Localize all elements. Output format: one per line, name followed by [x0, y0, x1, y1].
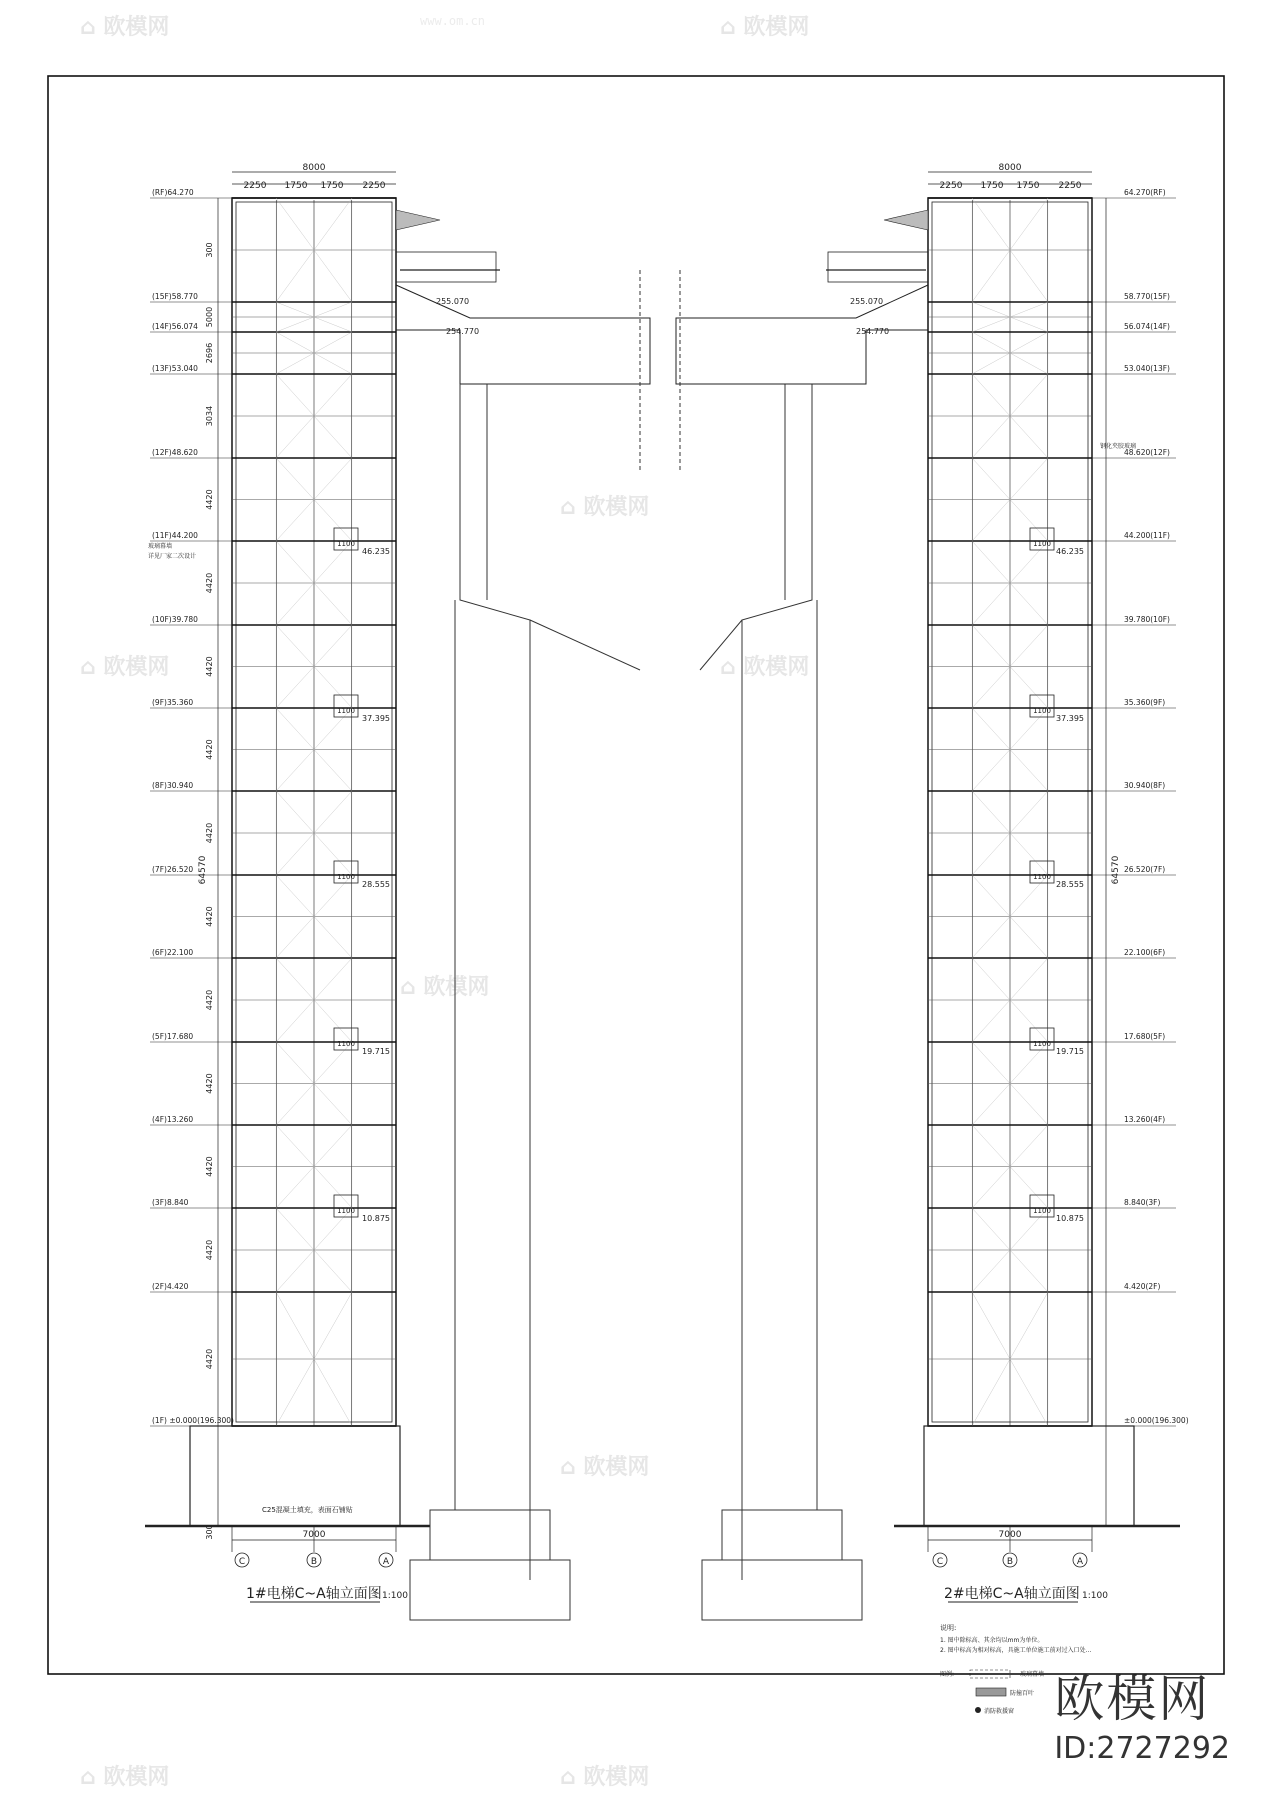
window-dim: 1100	[1033, 1040, 1051, 1048]
left-bottom-dim: 7000	[302, 1530, 326, 1540]
right-scale: 1:100	[1082, 1591, 1108, 1601]
axis-label-c: C	[936, 1557, 944, 1567]
right-level-label: 39.780(10F)	[1124, 615, 1170, 624]
left-story-dim: 4420	[205, 989, 214, 1011]
left-story-dim: 3034	[205, 405, 214, 427]
axis-label-c: C	[238, 1557, 246, 1567]
left-scale: 1:100	[382, 1591, 408, 1601]
right-sill-label: 46.235	[1056, 547, 1084, 556]
right-tower	[676, 198, 1180, 1526]
left-title: 1#电梯C~A轴立面图	[246, 1586, 382, 1602]
left-story-dim: 2696	[205, 342, 214, 364]
left-story-dim: 4420	[205, 822, 214, 844]
watermark-logo: ⌂ 欧模网	[80, 1765, 170, 1790]
left-level-label: (RF)64.270	[152, 188, 194, 197]
left-tower	[145, 198, 650, 1526]
window-dim: 1100	[337, 707, 355, 715]
left-sill-label: 46.235	[362, 547, 390, 556]
left-bridge-label: 255.070	[436, 297, 470, 306]
watermark-logo: ⌂ 欧模网	[80, 15, 170, 40]
left-level-label: (3F)8.840	[152, 1198, 189, 1207]
left-top-dim: 8000	[302, 163, 326, 173]
watermark-text: 欧模网	[743, 655, 810, 680]
right-level-label: 53.040(13F)	[1124, 364, 1170, 373]
left-story-dim: 4420	[205, 906, 214, 927]
watermark-logo: ⌂ 欧模网	[400, 975, 490, 1000]
left-note-glass2: 详见厂家二次设计	[148, 553, 197, 560]
window-dim: 1100	[1033, 1207, 1051, 1215]
right-bay-dim: 2250	[939, 181, 963, 191]
right-level-label: 35.360(9F)	[1124, 698, 1166, 707]
left-level-label: (10F)39.780	[152, 615, 198, 624]
right-level-label: 48.620(12F)	[1124, 448, 1170, 457]
right-bay-dim: 1750	[980, 181, 1004, 191]
notes-heading: 说明:	[940, 1624, 957, 1632]
left-bridge-label: 254.770	[446, 327, 480, 336]
left-story-dim: 300	[205, 242, 214, 258]
watermark-logo: ⌂ 欧模网	[560, 1455, 650, 1480]
right-level-label: ±0.000(196.300)	[1124, 1416, 1189, 1425]
watermark-text: 欧模网	[743, 15, 810, 40]
notes-legend1: 玻璃幕墙	[1020, 1671, 1045, 1678]
right-level-label: 8.840(3F)	[1124, 1198, 1161, 1207]
left-bay-dim: 2250	[243, 181, 267, 191]
left-story-dim: 5000	[205, 306, 214, 328]
left-level-label: (2F)4.420	[152, 1282, 189, 1291]
watermark-text: 欧模网	[583, 495, 650, 520]
left-story-dim: 4420	[205, 1239, 214, 1261]
watermark-logo: ⌂ 欧模网	[560, 1765, 650, 1790]
left-level-label: (1F) ±0.000(196.300)	[152, 1416, 234, 1425]
left-level-label: (6F)22.100	[152, 948, 194, 957]
watermark-text: 欧模网	[583, 1765, 650, 1790]
watermark-text: 欧模网	[103, 655, 170, 680]
watermark-logo: ⌂ 欧模网	[720, 15, 810, 40]
left-story-dim: 4420	[205, 739, 214, 760]
right-note-steel: 钢化夹胶玻璃	[1100, 443, 1137, 450]
right-level-label: 13.260(4F)	[1124, 1115, 1166, 1124]
left-story-dim: 4420	[205, 572, 214, 594]
right-sill-label: 10.875	[1056, 1214, 1084, 1223]
drawing-id: ID:2727292	[1054, 1731, 1230, 1766]
left-level-label: (8F)30.940	[152, 781, 194, 790]
axis-bubbles	[235, 1553, 1087, 1567]
right-total-height: 64570	[1111, 855, 1121, 885]
left-bay-dim: 1750	[320, 181, 344, 191]
left-story-dim: 4420	[205, 1156, 214, 1177]
right-bridge-label: 255.070	[850, 297, 884, 306]
left-sill-label: 19.715	[362, 1047, 390, 1056]
watermark-text: 欧模网	[103, 15, 170, 40]
brand-name: 欧模网	[1054, 1670, 1211, 1728]
left-total-height: 64570	[198, 855, 208, 885]
right-bridge-label: 254.770	[856, 327, 890, 336]
right-level-label: 22.100(6F)	[1124, 948, 1166, 957]
left-bay-dim: 1750	[284, 181, 308, 191]
right-title: 2#电梯C~A轴立面图	[944, 1586, 1080, 1602]
right-level-label: 17.680(5F)	[1124, 1032, 1166, 1041]
left-story-dim: 4420	[205, 1073, 214, 1094]
axis-label-b: B	[1006, 1557, 1014, 1567]
window-dim: 1100	[1033, 540, 1051, 548]
central-piers	[410, 270, 862, 1620]
right-top-dim: 8000	[998, 163, 1022, 173]
watermark-logo: ⌂ 欧模网	[80, 655, 170, 680]
left-level-label: (12F)48.620	[152, 448, 198, 457]
right-sill-label: 19.715	[1056, 1047, 1084, 1056]
window-dim: 1100	[337, 1207, 355, 1215]
left-level-label: (9F)35.360	[152, 698, 194, 707]
right-level-label: 26.520(7F)	[1124, 865, 1166, 874]
left-sill-label: 10.875	[362, 1214, 390, 1223]
notes-legend3: 消防救援窗	[984, 1708, 1015, 1715]
axis-label-a: A	[1076, 1557, 1084, 1567]
left-level-label: (7F)26.520	[152, 865, 194, 874]
brand-block	[1054, 1659, 1230, 1766]
left-note-glass: 玻璃幕墙	[148, 543, 173, 550]
right-level-label: 58.770(15F)	[1124, 292, 1170, 301]
right-level-label: 44.200(11F)	[1124, 531, 1170, 540]
watermark-site: www.om.cn	[420, 14, 486, 28]
right-level-label: 56.074(14F)	[1124, 322, 1170, 331]
left-sill-label: 37.395	[362, 714, 390, 723]
notes-legend-label: 图例:	[940, 1671, 955, 1678]
left-story-dim: 4420	[205, 489, 214, 510]
left-story-dim: 4420	[205, 1348, 214, 1370]
right-sill-label: 37.395	[1056, 714, 1084, 723]
window-dim: 1100	[1033, 873, 1051, 881]
notes-line2: 2. 图中标高为相对标高，具施工单位施工前对过入口处...	[940, 1647, 1092, 1654]
right-bay-dim: 2250	[1058, 181, 1082, 191]
left-story-dim: 300	[205, 1524, 214, 1540]
watermark-text: 欧模网	[423, 975, 490, 1000]
watermark-logo: ⌂ 欧模网	[560, 495, 650, 520]
window-dim: 1100	[337, 873, 355, 881]
dimension-lines	[218, 172, 1106, 1602]
watermark-text: 欧模网	[583, 1455, 650, 1480]
left-level-label: (13F)53.040	[152, 364, 198, 373]
left-level-label: (5F)17.680	[152, 1032, 194, 1041]
right-level-label: 30.940(8F)	[1124, 781, 1166, 790]
right-level-label: 4.420(2F)	[1124, 1282, 1161, 1291]
axis-label-b: B	[310, 1557, 318, 1567]
axis-label-a: A	[382, 1557, 390, 1567]
left-level-label: (15F)58.770	[152, 292, 198, 301]
right-bay-dim: 1750	[1016, 181, 1040, 191]
right-sill-label: 28.555	[1056, 880, 1084, 889]
left-note-base: C25混凝土填充，表面石铺贴	[262, 1506, 353, 1514]
left-story-dim: 4420	[205, 656, 214, 677]
watermark-text: 欧模网	[103, 1765, 170, 1790]
window-dim: 1100	[1033, 707, 1051, 715]
left-level-label: (4F)13.260	[152, 1115, 194, 1124]
watermark-logo: ⌂ 欧模网	[720, 655, 810, 680]
left-sill-label: 28.555	[362, 880, 390, 889]
notes-line1: 1. 图中除标高、其余均以mm为单位。	[940, 1637, 1044, 1644]
left-bay-dim: 2250	[362, 181, 386, 191]
left-level-label: (11F)44.200	[152, 531, 198, 540]
right-bottom-dim: 7000	[998, 1530, 1022, 1540]
left-level-label: (14F)56.074	[152, 322, 198, 331]
notes-legend2: 防撞百叶	[1010, 1690, 1035, 1697]
window-dim: 1100	[337, 1040, 355, 1048]
window-dim: 1100	[337, 540, 355, 548]
right-level-label: 64.270(RF)	[1124, 188, 1166, 197]
